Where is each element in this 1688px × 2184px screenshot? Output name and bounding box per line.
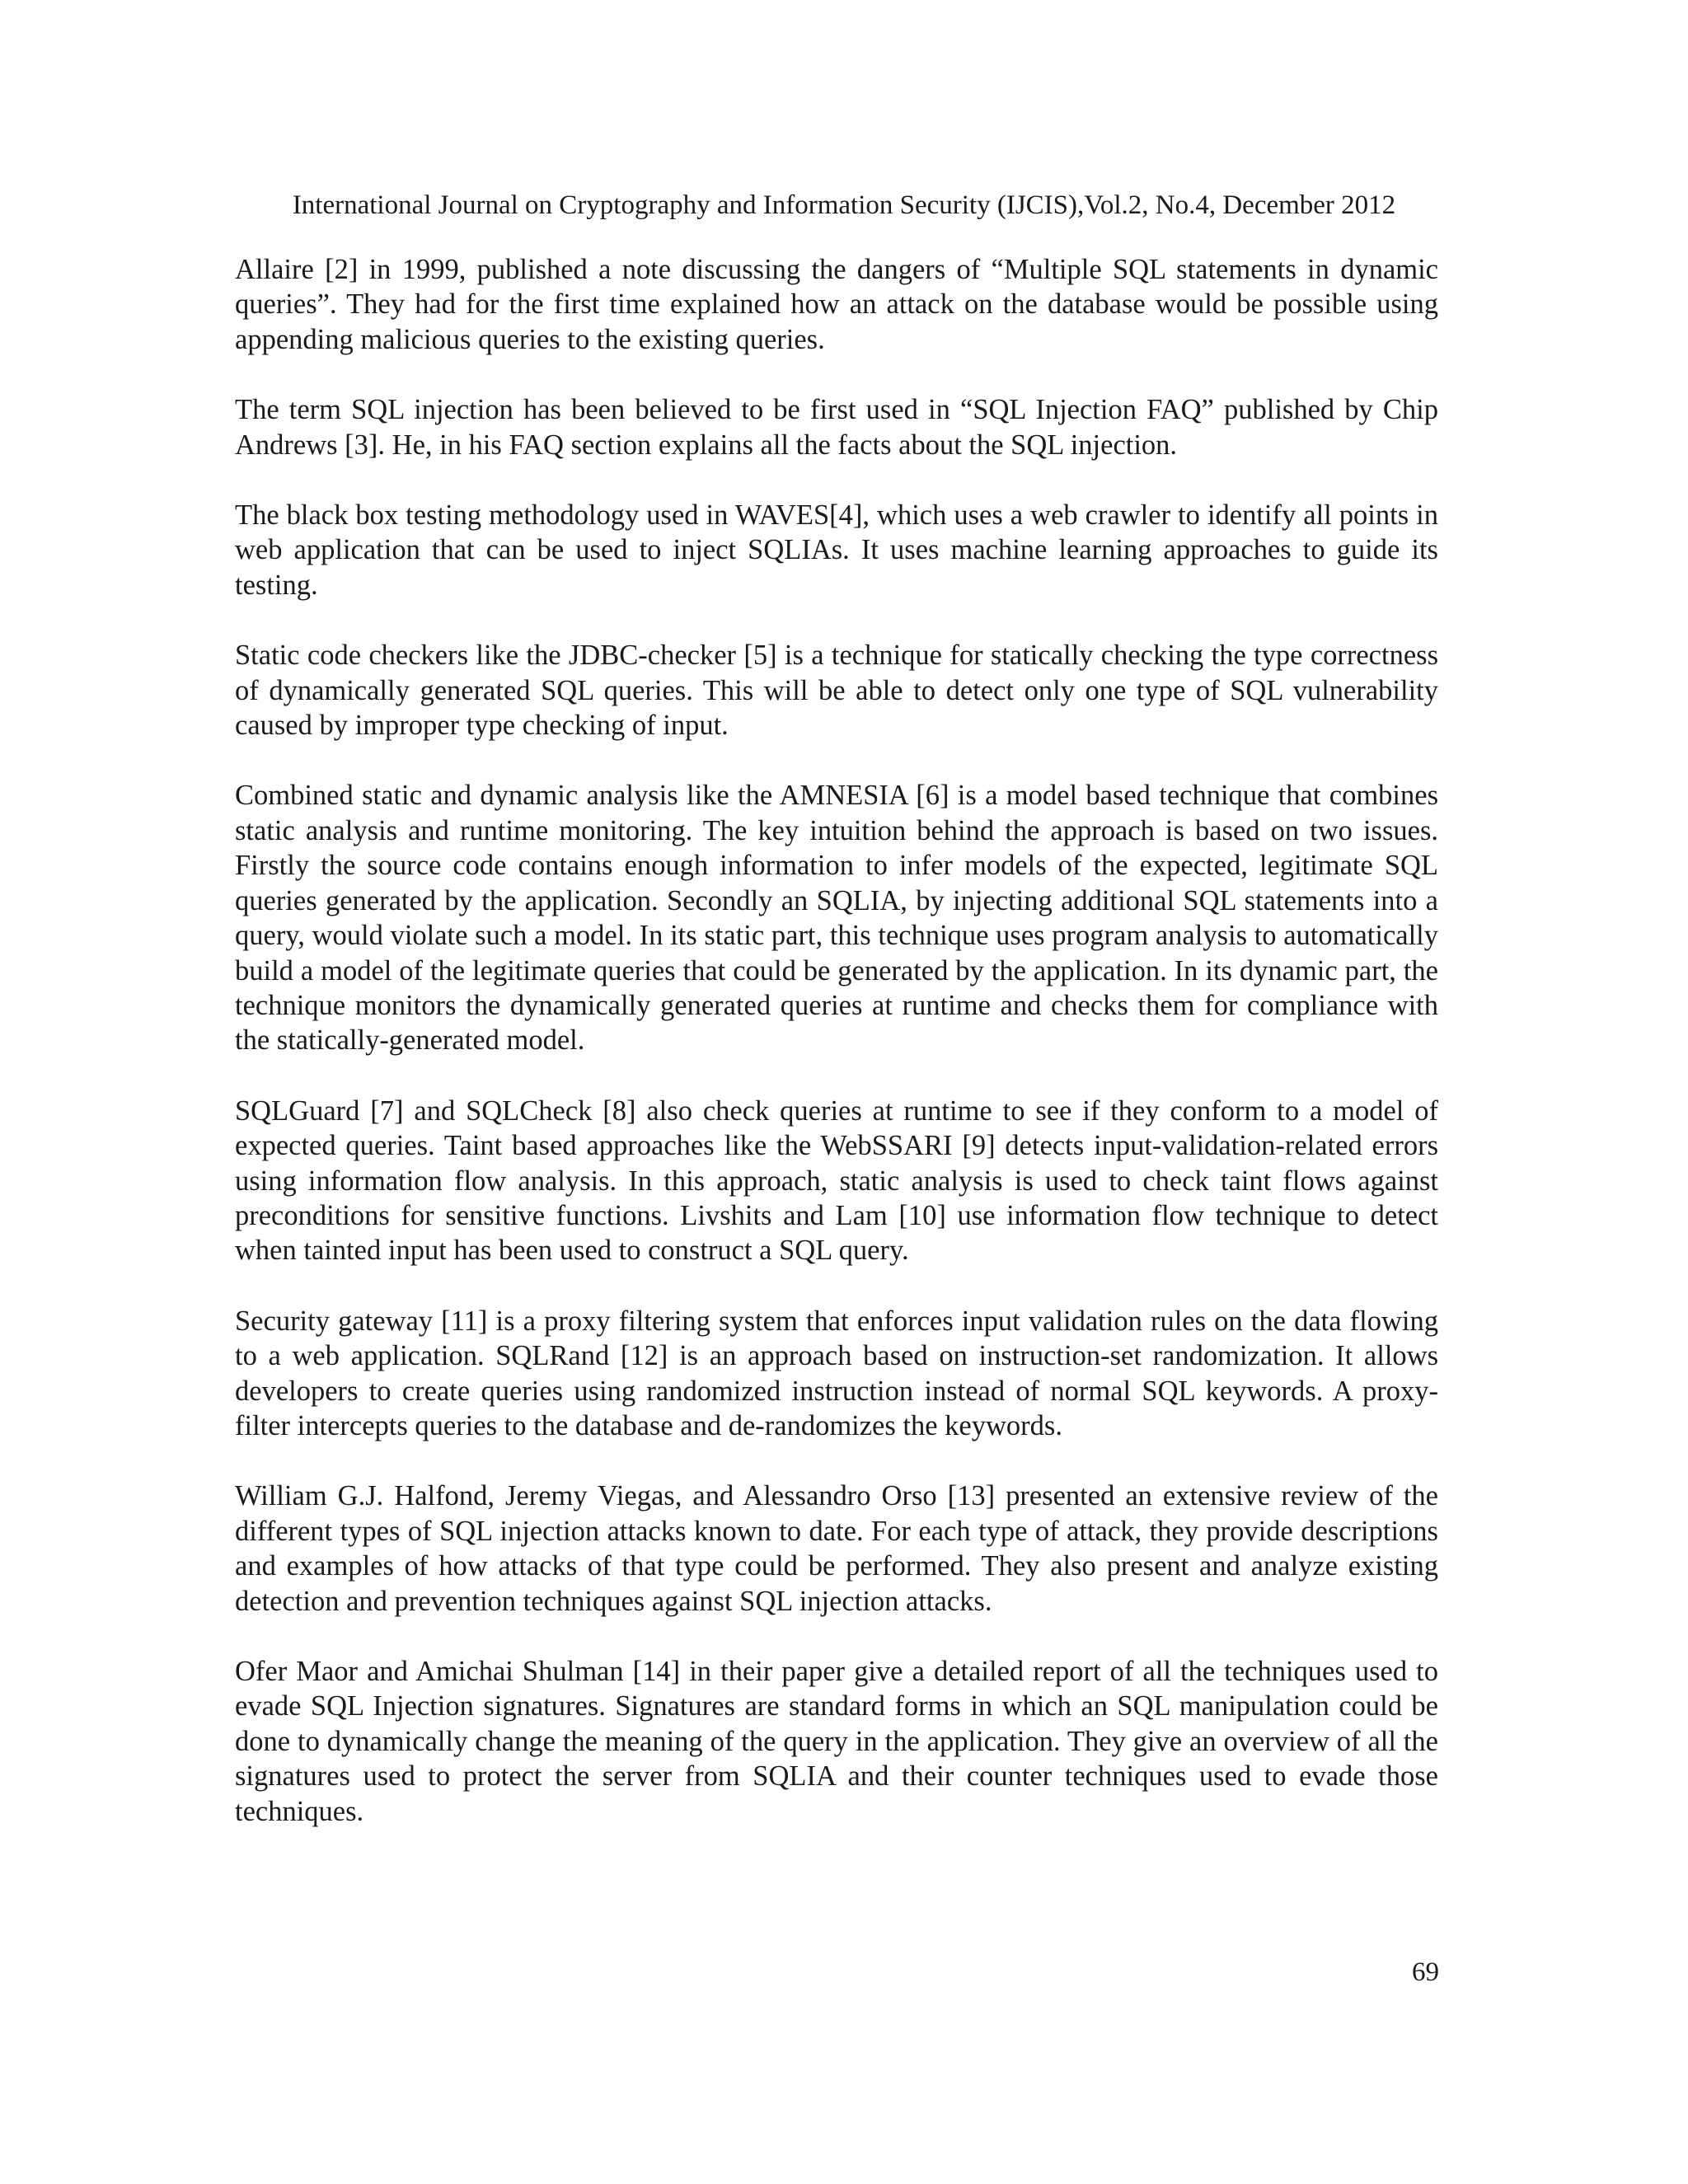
paragraph-jdbc-checker: Static code checkers like the JDBC-checker [5] is a technique for statically checking the type correctness of dynamically generated SQL queries. This will be able to detect only one type of SQL vulnerability caused by improper type checking of input.	[235, 640, 1438, 742]
paragraph-maor-shulman: Ofer Maor and Amichai Shulman [14] in their paper give a detailed report of all the techniques used to evade SQL Injection signatures. Signatures are standard forms in which an SQL manipulation could be done to dynamically change the meaning of the query in the application. They give an overview of all the signatures used to protect the server from SQLIA and their counter techniques used to evade those techniques.	[235, 1656, 1438, 1827]
paragraph-sqlguard-sqlcheck: SQLGuard [7] and SQLCheck [8] also check queries at runtime to see if they conform to a model of expected queries. Taint based approaches like the WebSSARI [9] detects input-validation-related errors using information flow analysis. In this approach, static analysis is used to check taint flows against preconditions for sensitive functions. Livshits and Lam [10] use information flow technique to detect when tainted input has been used to construct a SQL query.	[235, 1094, 1438, 1267]
paragraph-amnesia: Combined static and dynamic analysis like the AMNESIA [6] is a model based technique that combines static analysis and runtime monitoring. The key intuition behind the approach is based on two issues. Firstly the source code contains enough information to infer models of the expected, legitimate SQL queries generated by the application. Secondly an SQLIA, by injecting additional SQL statements into a query, would violate such a model. In its static part, this technique uses program analysis to automatically build a model of the legitimate queries that could be generated by the application. In its dynamic part, the technique monitors the dynamically generated queries at runtime and checks them for compliance with the statically-generated model.	[235, 780, 1438, 1057]
paragraph-sql-injection-faq: The term SQL injection has been believed to be first used in “SQL Injection FAQ” published by Chip Andrews [3]. He, in his FAQ section explains all the facts about the SQL injection.	[235, 394, 1438, 461]
running-header: International Journal on Cryptography and Information Security (IJCIS),Vol.2, No.4, December 2012	[292, 190, 1396, 220]
page-number: 69	[1412, 1957, 1439, 1987]
paragraph-security-gateway: Security gateway [11] is a proxy filtering system that enforces input validation rules on the data flowing to a web application. SQLRand [12] is an approach based on instruction-set randomization. It allows developers to create queries using randomized instruction instead of normal SQL keywords. A proxy-filter intercepts queries to the database and de-randomizes the keywords.	[235, 1305, 1438, 1441]
paragraph-waves: The black box testing methodology used in WAVES[4], which uses a web crawler to identify all points in web application that can be used to inject SQLIAs. It uses machine learning approaches to guide its testing.	[235, 499, 1438, 601]
paragraph-halfond-review: William G.J. Halfond, Jeremy Viegas, and Alessandro Orso [13] presented an extensive review of the different types of SQL injection attacks known to date. For each type of attack, they provide descriptions and examples of how attacks of that type could be performed. They also present and analyze existing detection and prevention techniques against SQL injection attacks.	[235, 1480, 1438, 1617]
body-text	[235, 252, 1438, 1864]
paragraph-allaire: Allaire [2] in 1999, published a note discussing the dangers of “Multiple SQL statements in dynamic queries”. They had for the first time explained how an attack on the database would be possible using appending malicious queries to the existing queries.	[235, 254, 1438, 355]
